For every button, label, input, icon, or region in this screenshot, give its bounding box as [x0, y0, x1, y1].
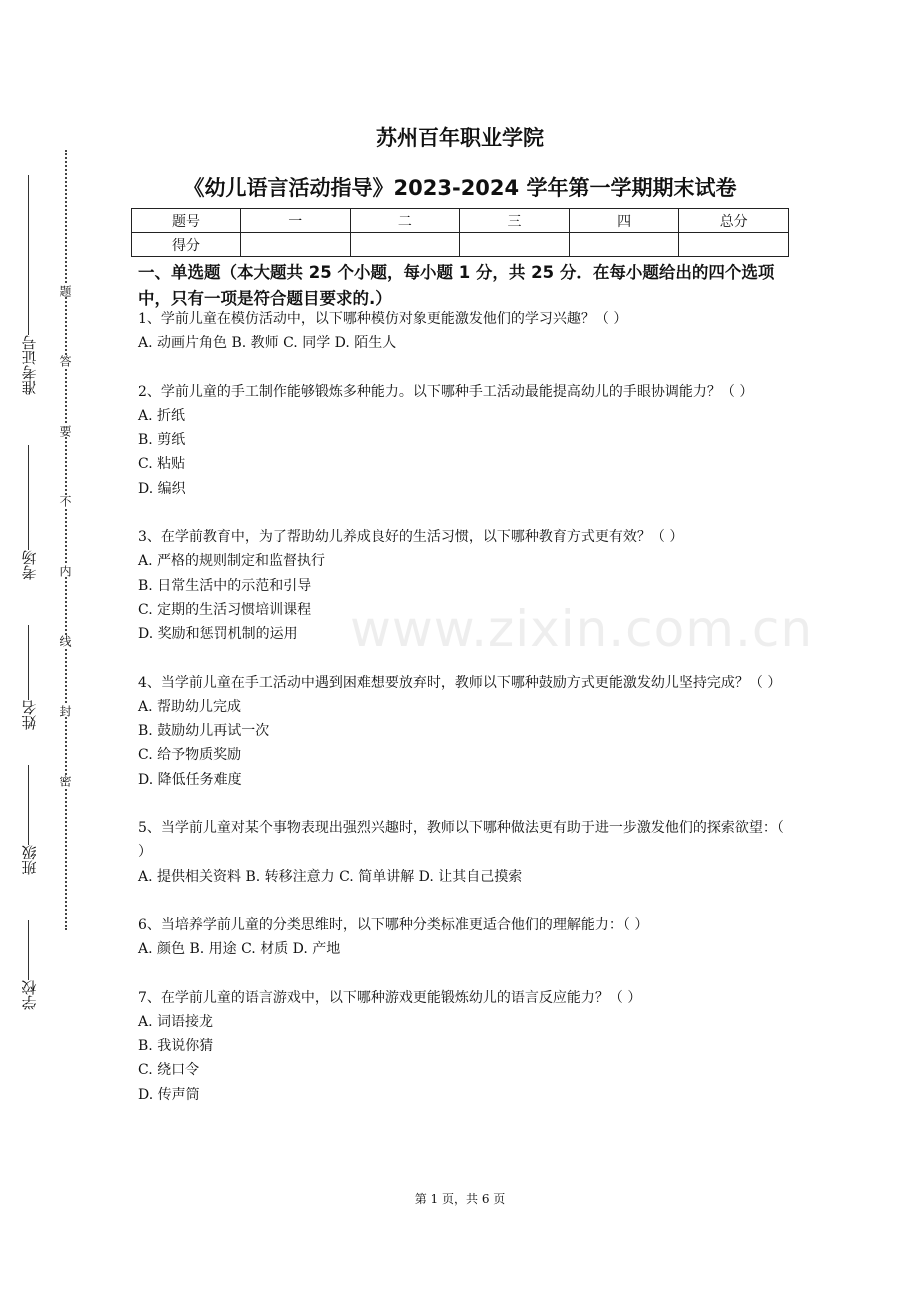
question-option: D. 降低任务难度: [138, 771, 242, 788]
exam-room-field[interactable]: [14, 430, 44, 580]
question-option: B. 日常生活中的示范和引导: [138, 577, 312, 594]
question-stem: 1、学前儿童在模仿活动中，以下哪种模仿对象更能激发他们的学习兴趣？（ ）: [138, 311, 628, 327]
question-option: D. 奖励和惩罚机制的运用: [138, 626, 298, 643]
question: [138, 307, 788, 356]
score-table: [131, 208, 789, 257]
score-cell[interactable]: [679, 233, 789, 257]
seal-word: 不: [58, 495, 72, 507]
question-option: C. 绕口令: [138, 1062, 200, 1079]
school-label: 学校: [20, 980, 39, 1010]
seal-word: 线: [58, 635, 72, 647]
question-option: D. 传声筒: [138, 1086, 200, 1103]
question-stem: 4、当学前儿童在手工活动中遇到困难想要放弃时，教师以下哪种鼓励方式更能激发幼儿坚持完成？（ ）: [138, 674, 782, 691]
question-options: A. 动画片角色 B. 教师 C. 同学 D. 陌生人: [138, 335, 397, 352]
exam-title: 《幼儿语言活动指导》2023-2024 学年第一学期期末试卷: [183, 176, 737, 200]
seal-word: 要: [58, 425, 72, 437]
question: [138, 380, 788, 501]
score-header-cell: 总分: [679, 209, 789, 233]
name-label: 姓名: [20, 700, 39, 730]
question-stem: 3、在学前教育中，为了帮助幼儿养成良好的生活习惯，以下哪种教育方式更有效？（ ）: [138, 529, 684, 546]
seal-word: 题: [58, 285, 72, 297]
question-stem: 7、在学前儿童的语言游戏中，以下哪种游戏更能锻炼幼儿的语言反应能力？（ ）: [138, 989, 642, 1006]
class-label: 班级: [20, 845, 39, 875]
seal-word: 密: [58, 775, 72, 787]
question-option: C. 定期的生活习惯培训课程: [138, 601, 312, 618]
exam-room-line: [29, 445, 30, 550]
question-option: A. 严格的规则制定和监督执行: [138, 553, 326, 570]
score-header-cell: 三: [460, 209, 570, 233]
question-option: B. 我说你猜: [138, 1038, 214, 1055]
seal-word: 内: [58, 565, 72, 577]
question-option: C. 粘贴: [138, 456, 186, 473]
score-header-cell: 题号: [132, 209, 241, 233]
question-option: B. 剪纸: [138, 432, 186, 449]
school-line: [29, 920, 30, 980]
question: [138, 913, 788, 962]
score-table-score-row: [132, 233, 789, 257]
name-field[interactable]: [14, 610, 44, 730]
question: [138, 816, 788, 889]
section-heading: 一、单选题（本大题共 25 个小题，每小题 1 分，共 25 分．在每小题给出的四个选项中，只有一项是符合题目要求的.）: [138, 263, 775, 308]
question-option: A. 折纸: [138, 407, 186, 424]
exam-room-label: 考场: [20, 550, 39, 580]
score-header-cell: 四: [569, 209, 679, 233]
question-options: A. 颜色 B. 用途 C. 材质 D. 产地: [138, 941, 341, 958]
question-stem: 5、当学前儿童对某个事物表现出强烈兴趣时，教师以下哪种做法更有助于进一步激发他们的探索欲望：（ ）: [138, 820, 784, 861]
seal-dotted-line: [65, 150, 67, 930]
school-field[interactable]: [14, 910, 44, 1010]
score-row-label: 得分: [132, 233, 241, 257]
question-option: D. 编织: [138, 480, 186, 497]
question: [138, 671, 788, 792]
seal-word: 封: [58, 705, 72, 717]
question-option: A. 词语接龙: [138, 1013, 214, 1030]
exam-number-label: 准考证号: [20, 335, 39, 395]
class-field[interactable]: [14, 750, 44, 875]
school-title: 苏州百年职业学院: [376, 126, 544, 150]
question-options: A. 提供相关资料 B. 转移注意力 C. 简单讲解 D. 让其自己摸索: [138, 868, 523, 885]
name-line: [29, 625, 30, 700]
question-stem: 2、学前儿童的手工制作能够锻炼多种能力。以下哪种手工活动最能提高幼儿的手眼协调能力？（ ）: [138, 383, 754, 400]
score-cell[interactable]: [569, 233, 679, 257]
score-header-cell: 二: [350, 209, 460, 233]
score-header-cell: 一: [241, 209, 351, 233]
score-cell[interactable]: [241, 233, 351, 257]
question-option: B. 鼓励幼儿再试一次: [138, 723, 270, 740]
question: [138, 986, 788, 1107]
seal-word: 答: [58, 355, 72, 367]
question-list: [138, 307, 788, 1107]
class-line: [29, 765, 30, 845]
score-cell[interactable]: [460, 233, 570, 257]
question-option: A. 帮助幼儿完成: [138, 698, 242, 715]
binding-margin: [0, 150, 80, 1010]
question-option: C. 给予物质奖励: [138, 747, 242, 764]
watermark: www.zixin.com.cn: [350, 600, 814, 658]
score-table-header-row: [132, 209, 789, 233]
question-stem: 6、当培养学前儿童的分类思维时，以下哪种分类标准更适合他们的理解能力：（ ）: [138, 916, 649, 933]
page-footer: 第 1 页，共 6 页: [414, 1192, 506, 1206]
score-cell[interactable]: [350, 233, 460, 257]
